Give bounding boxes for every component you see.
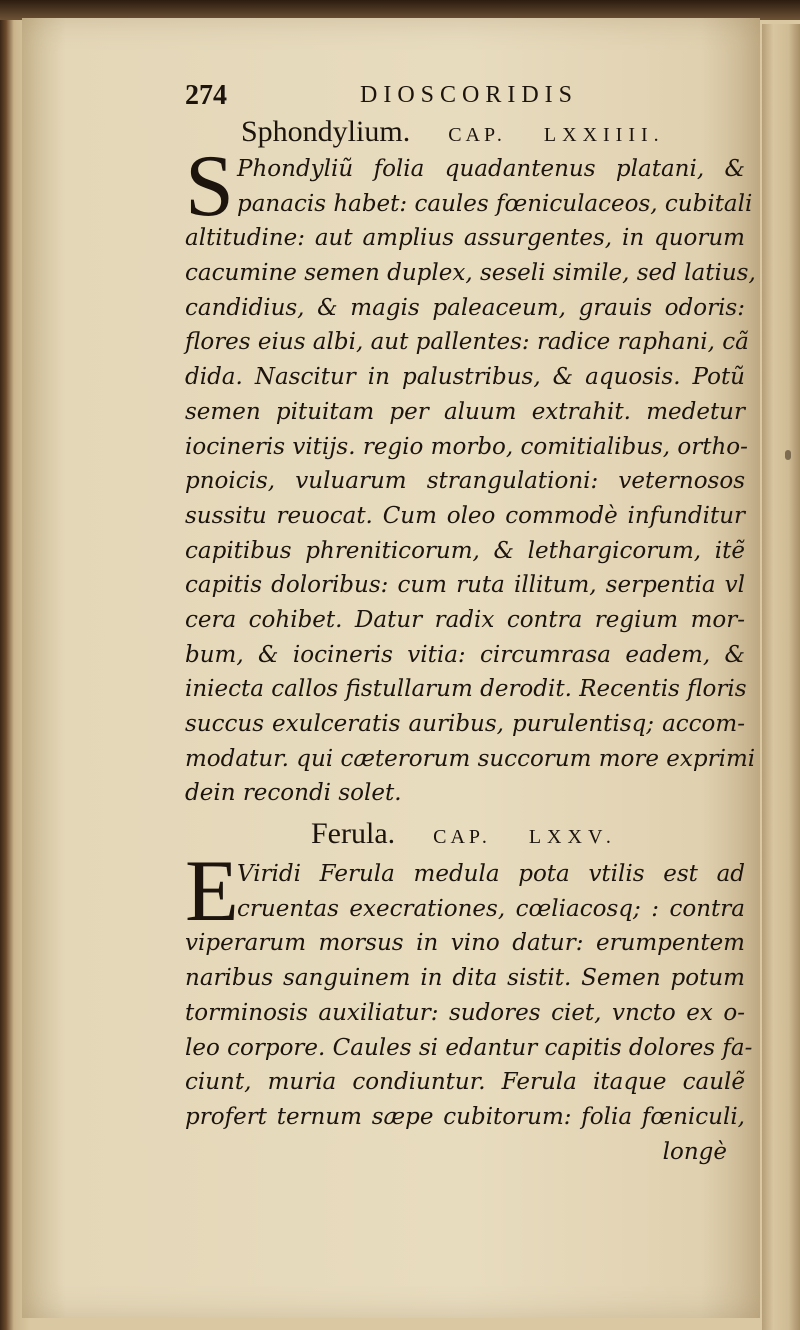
text-line: profert ternum sæpe cubitorum: folia fœniculi, [185,1103,745,1130]
chapter-name: Sphondylium. [241,115,411,148]
next-page-edge [762,24,800,1330]
text-line: bum, & iocineris vitia: circumrasa eadem, & [185,641,745,668]
text-line: dein recondi solet. [185,780,402,807]
chapter-name: Ferula. [311,817,396,851]
text-line: modatur. qui cæterorum succorum more exprimi [185,745,756,772]
drop-cap: E [185,843,239,941]
running-head [185,72,745,112]
drop-cap: S [185,138,234,235]
ink-spot [785,450,791,460]
chapter-number: LXXV. [528,826,617,849]
chapter-number: LXXIIII. [543,124,665,146]
chapter-cap-label: CAP. [433,826,491,849]
running-title: DIOSCORIDIS [360,82,579,108]
text-line: candidius, & magis paleaceum, grauis odoris: [185,294,745,321]
chapter-heading-sphondylium [185,112,745,152]
text-line: Viridi Ferula medula pota vtilis est ad [237,861,745,888]
text-line: cacumine semen duplex, seseli simile, sed latius, [185,260,756,287]
page-number: 274 [185,80,227,111]
text-line: leo corpore. Caules si edantur capitis dolores fa- [185,1034,753,1061]
page-text [185,72,756,1169]
text-line: flores eius albi, aut pallentes: radice raphani, cã [185,329,749,356]
text-line: iniecta callos fistullarum derodit. Recentis floris [185,676,747,703]
text-line: sussitu reuocat. Cum oleo commodè infunditur [185,502,745,529]
text-line: Phondyliũ folia quadantenus platani, & [237,156,745,182]
chapter-heading-ferula [185,811,745,857]
text-line: ciunt, muria condiuntur. Ferula itaque caulẽ [185,1069,745,1096]
chapter-cap-label: CAP. [448,124,506,146]
text-line: cruentas execrationes, cœliacosq; : contra [237,895,745,922]
text-line: iocineris vitijs. regio morbo, comitialibus, ortho- [185,433,748,460]
chapter-body-ferula [185,843,753,1169]
binding-top [0,0,800,20]
text-line: cera cohibet. Datur radix contra regium mor- [185,606,745,633]
text-line: dida. Nascitur in palustribus, & aquosis. Potũ [185,364,745,391]
text-line: capitis doloribus: cum ruta illitum, serpentia vl [185,572,745,599]
text-line: semen pituitam per aluum extrahit. medetur [185,398,745,425]
catchword: longè [662,1138,727,1165]
text-line: torminosis auxiliatur: sudores ciet, vncto ex o- [185,999,745,1026]
text-line: panacis habet: caules fœniculaceos, cubitali [237,190,753,217]
text-line: naribus sanguinem in dita sistit. Semen potum [185,965,745,992]
text-line: viperarum morsus in vino datur: erumpentem [185,930,745,957]
text-line: succus exulceratis auribus, purulentisq; accom- [185,711,745,737]
text-line: pnoicis, vuluarum strangulationi: veternosos [185,468,745,495]
text-line: altitudine: aut amplius assurgentes, in quorum [185,225,745,252]
text-line: capitibus phreniticorum, & lethargicorum, itẽ [185,537,745,564]
chapter-body-sphondylium [185,138,756,811]
